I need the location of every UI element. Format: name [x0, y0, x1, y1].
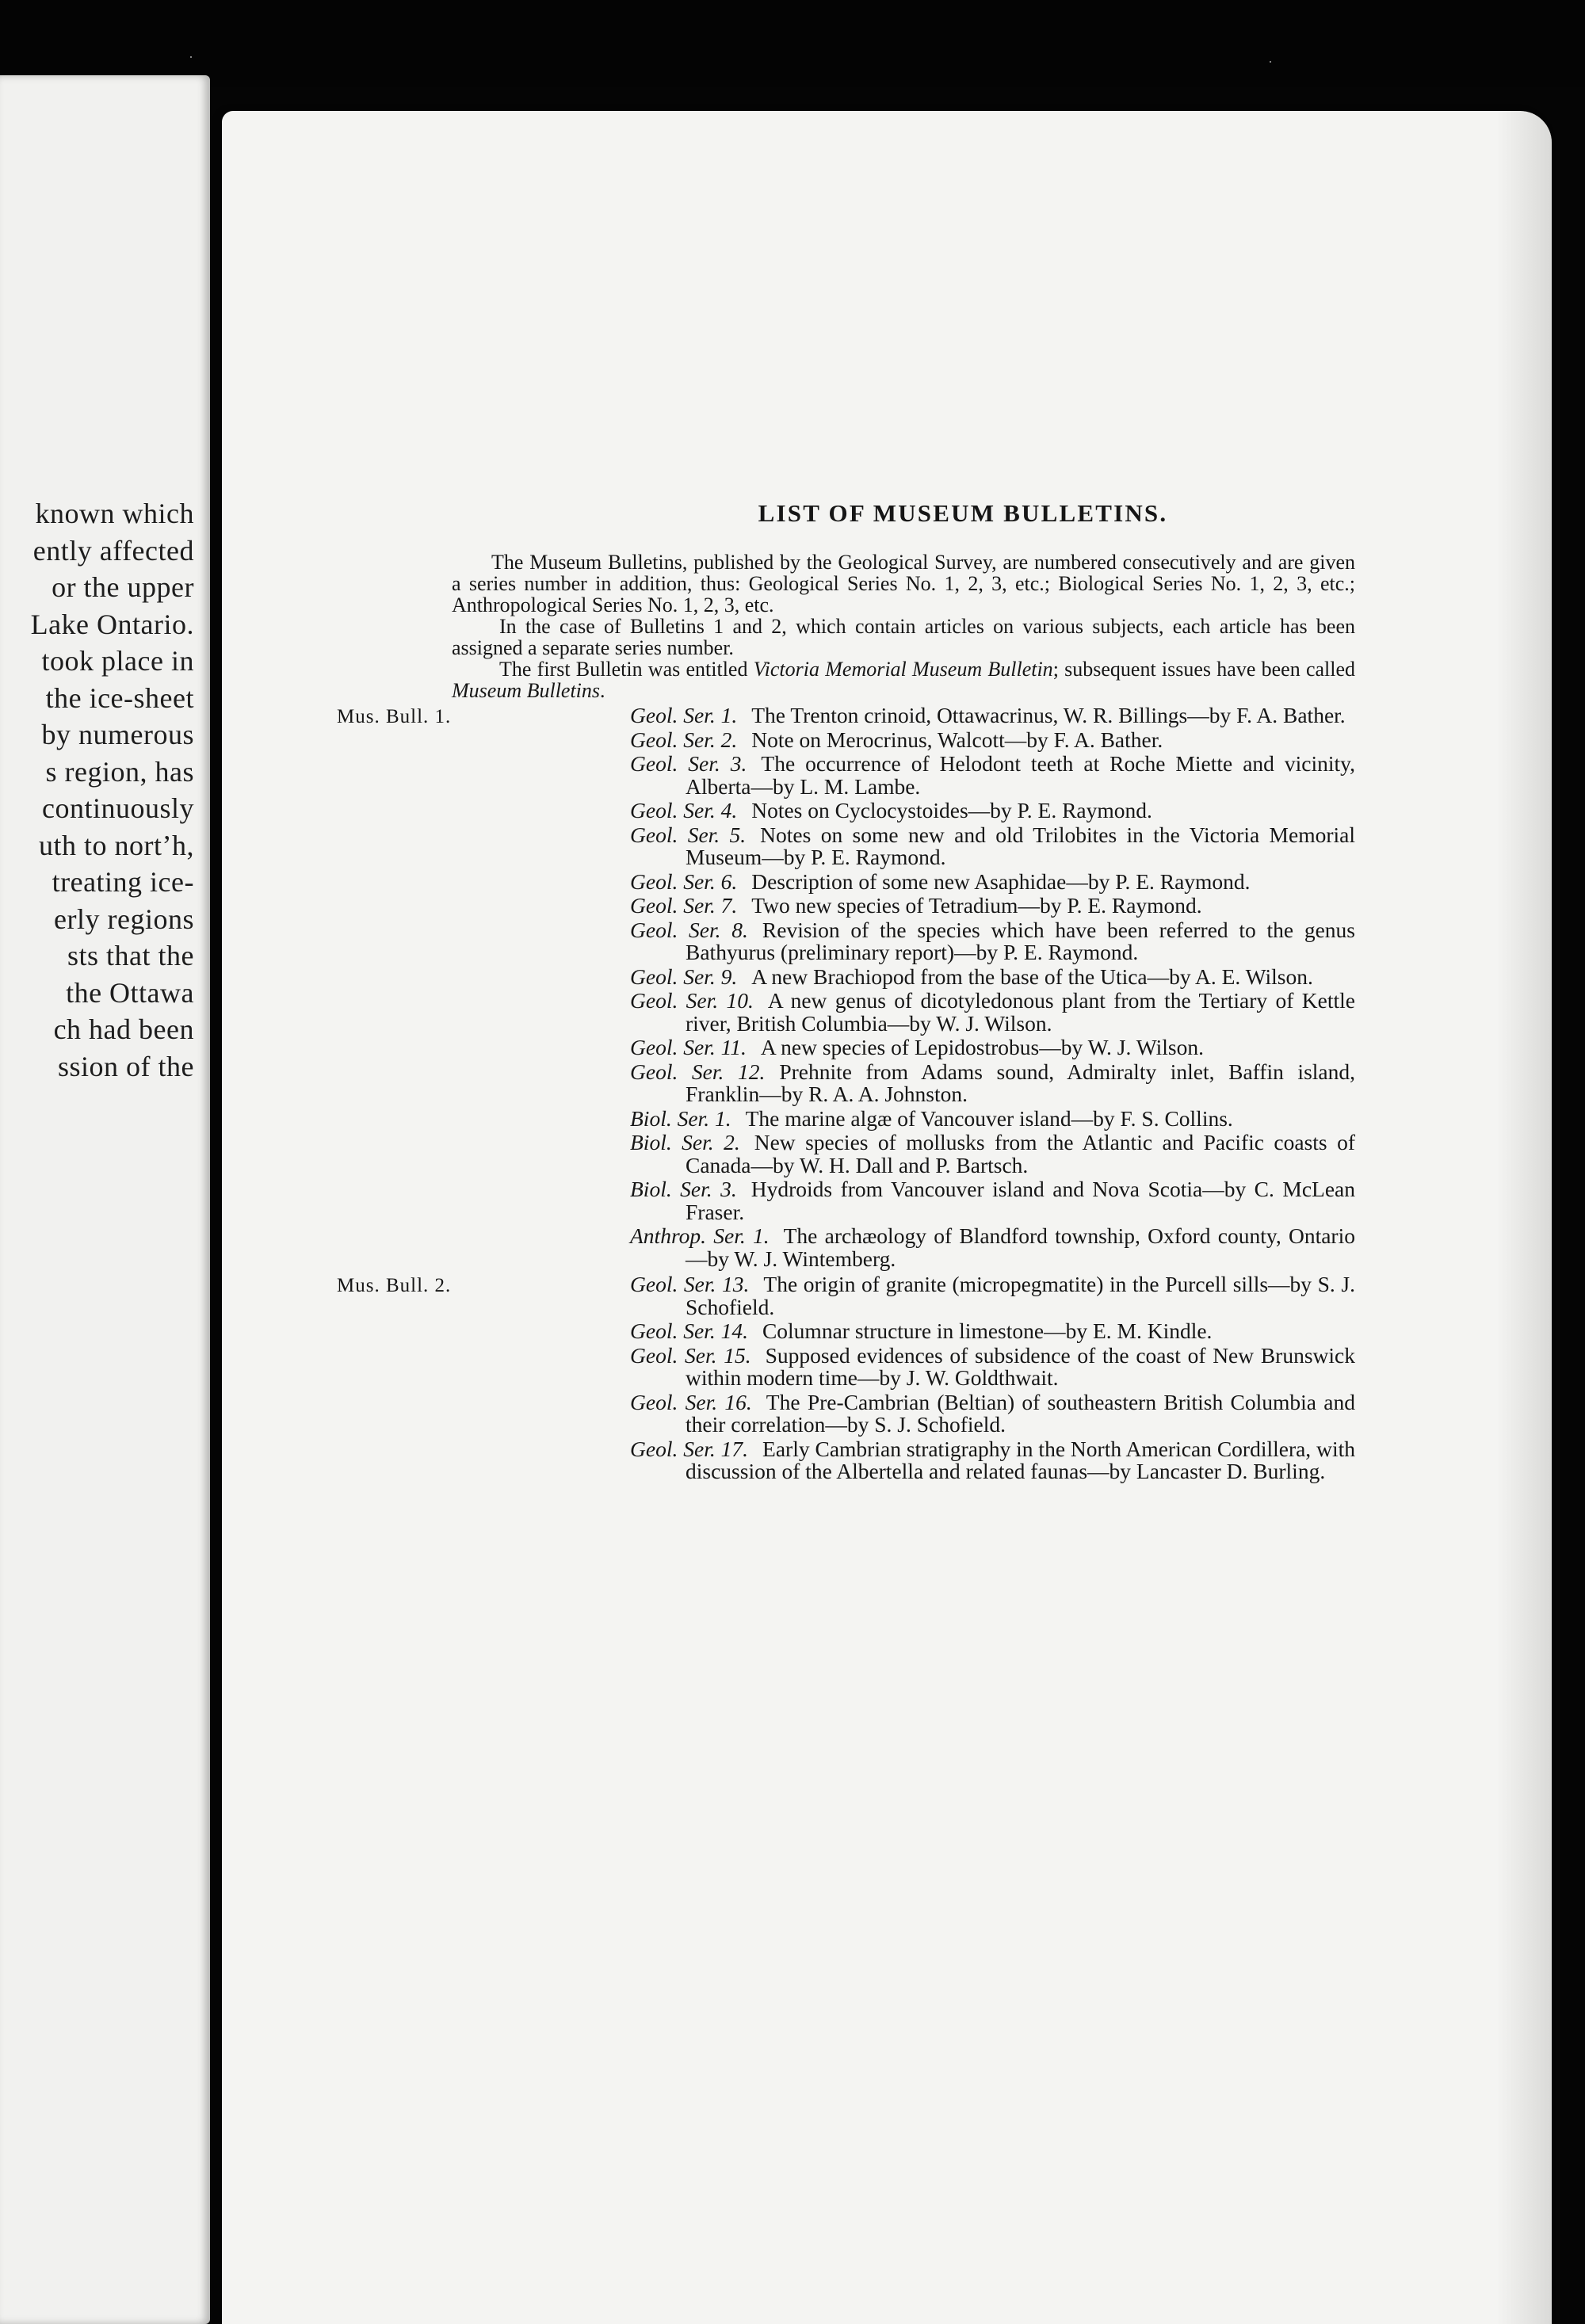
- entry-title: The origin of granite (micropegmatite) in the Purcell sills—by S. J. Schofield.: [686, 1272, 1355, 1319]
- scanner-background: [0, 0, 1585, 87]
- left-line: continuously: [42, 792, 194, 824]
- series-number: Geol. Ser. 16.: [630, 1389, 752, 1414]
- bulletin-entries: [630, 1273, 1355, 1483]
- left-line: uth to nortʼh,: [39, 829, 194, 861]
- series-number: Geol. Ser. 3.: [630, 751, 747, 776]
- left-line: took place in: [41, 645, 194, 677]
- bulletin-label: Mus. Bull. 2.: [337, 1275, 452, 1296]
- bulletin-group: [337, 1273, 1478, 1483]
- dust-speck: ·: [189, 49, 193, 65]
- entry-title: A new species of Lepidostrobus—by W. J. Wilson.: [760, 1035, 1204, 1059]
- left-line: ently affected: [32, 534, 194, 567]
- entry-title: Columnar structure in limestone—by E. M. Kindle.: [762, 1318, 1213, 1343]
- bulletin-entry: [630, 868, 1355, 894]
- entry-title: Revision of the species which have been referred to the genus Bathyurus (preliminary report)—by P. E. Raymond.: [686, 917, 1355, 964]
- left-line: ssion of the: [58, 1050, 194, 1082]
- intro-italic-title: Museum Bulletins: [452, 679, 601, 702]
- entry-title: A new Brachiopod from the base of the Utica—by A. E. Wilson.: [751, 964, 1313, 989]
- series-number: Biol. Ser. 1.: [630, 1105, 731, 1131]
- series-number: Geol. Ser. 15.: [630, 1342, 751, 1368]
- bulletin-entry: [630, 919, 1355, 964]
- bulletin-list-content: [337, 499, 1478, 1485]
- series-number: Geol. Ser. 5.: [630, 822, 747, 847]
- entry-title: The Trenton crinoid, Ottawacrinus, W. R. Billings—by F. A. Bather.: [751, 703, 1346, 727]
- bulletin-entry: [630, 895, 1355, 918]
- left-page-text: [31, 495, 194, 1085]
- series-number: Geol. Ser. 11.: [630, 1035, 747, 1059]
- series-number: Geol. Ser. 7.: [630, 893, 738, 918]
- page-edge-shadow: [1496, 111, 1552, 2324]
- bulletin-entry: [630, 1391, 1355, 1437]
- entry-title: The Pre-Cambrian (Beltian) of southeastern British Columbia and their correlation—by S. J. Schofield.: [686, 1389, 1355, 1437]
- series-number: Geol. Ser. 14.: [630, 1318, 748, 1343]
- intro-italic-title: Victoria Memorial Museum Bulletin: [753, 658, 1053, 681]
- left-line: the ice-sheet: [45, 681, 194, 714]
- bulletin-entry: [630, 1105, 1355, 1131]
- entry-title: Notes on Cyclocystoides—by P. E. Raymond.: [751, 798, 1152, 822]
- series-number: Geol. Ser. 12.: [630, 1059, 766, 1084]
- intro-paragraph: The Museum Bulletins, published by the Geological Survey, are numbered consecutively and are given a series number in addition, thus: Geological Series No. 1, 2, 3, etc.; Biological Series No. 1, 2, 3, etc.; Anthropological Series No. 1, 2, 3, etc.: [452, 551, 1355, 616]
- left-line: s region, has: [45, 755, 194, 788]
- bulletin-entry: [630, 990, 1355, 1035]
- bulletin-entry: [630, 753, 1355, 798]
- intro-paragraph: [452, 658, 1355, 701]
- bulletin-entry: [630, 729, 1355, 752]
- entry-title: New species of mollusks from the Atlantic and Pacific coasts of Canada—by W. H. Dall and P. Bartsch.: [686, 1130, 1355, 1177]
- bulletin-entry: [630, 1036, 1355, 1059]
- series-number: Biol. Ser. 2.: [630, 1130, 740, 1154]
- entry-title: A new genus of dicotyledonous plant from the Tertiary of Kettle river, British Columbia—by W. J. Wilson.: [686, 988, 1355, 1036]
- entry-title: The marine algæ of Vancouver island—by F. S. Collins.: [745, 1105, 1233, 1131]
- bulletin-entry: [630, 799, 1355, 822]
- series-number: Geol. Ser. 4.: [630, 798, 738, 822]
- bulletin-entry: [630, 704, 1355, 727]
- series-number: Geol. Ser. 17.: [630, 1436, 749, 1461]
- series-number: Anthrop. Ser. 1.: [630, 1223, 770, 1248]
- entry-title: The archæology of Blandford township, Oxford county, Ontario—by W. J. Wintemberg.: [686, 1223, 1355, 1271]
- bulletin-entry: [630, 1225, 1355, 1270]
- left-line: sts that the: [67, 940, 194, 971]
- page-title: LIST OF MUSEUM BULLETINS.: [758, 499, 1168, 527]
- entry-title: Note on Merocrinus, Walcott—by F. A. Bather.: [751, 727, 1163, 752]
- entry-title: Hydroids from Vancouver island and Nova Scotia—by C. McLean Fraser.: [686, 1177, 1355, 1224]
- entry-title: Prehnite from Adams sound, Admiralty inlet, Baffin island, Franklin—by R. A. A. Johnston.: [686, 1059, 1355, 1106]
- intro-text-run: .: [600, 679, 605, 702]
- entry-title: Notes on some new and old Trilobites in the Victoria Memorial Museum—by P. E. Raymond.: [686, 822, 1355, 869]
- bulletin-entry: [630, 1061, 1355, 1106]
- bulletin-entry: [630, 966, 1355, 989]
- entry-title: Description of some new Asaphidae—by P. E. Raymond.: [751, 868, 1251, 894]
- bulletin-group: [337, 704, 1478, 1270]
- series-number: Geol. Ser. 2.: [630, 727, 738, 752]
- left-line: erly regions: [54, 903, 194, 935]
- left-page-fragment: [0, 75, 210, 2324]
- bulletin-label: Mus. Bull. 1.: [337, 706, 452, 727]
- bulletin-list: [337, 704, 1478, 1483]
- entry-title: Early Cambrian stratigraphy in the North American Cordillera, with discussion of the Albertella and related faunas—by Lancaster D. Burling.: [686, 1436, 1355, 1483]
- intro-text: [452, 551, 1355, 701]
- series-number: Geol. Ser. 9.: [630, 964, 738, 989]
- right-page: [222, 111, 1552, 2324]
- left-line: the Ottawa: [66, 976, 194, 1009]
- left-line: by numerous: [41, 719, 194, 750]
- series-number: Geol. Ser. 6.: [630, 868, 738, 894]
- series-number: Geol. Ser. 13.: [630, 1272, 750, 1296]
- bulletin-entry: [630, 824, 1355, 869]
- entry-title: Two new species of Tetradium—by P. E. Raymond.: [751, 893, 1202, 918]
- bulletin-entries: [630, 704, 1355, 1270]
- bulletin-entry: [630, 1438, 1355, 1483]
- bulletin-entry: [630, 1342, 1355, 1390]
- bulletin-entry: [630, 1178, 1355, 1223]
- series-number: Geol. Ser. 10.: [630, 988, 754, 1013]
- entry-title: The occurrence of Helodont teeth at Roche Miette and vicinity, Alberta—by L. M. Lambe.: [686, 751, 1355, 799]
- dust-speck: ·: [1268, 54, 1273, 70]
- left-line: or the upper: [52, 571, 194, 603]
- series-number: Geol. Ser. 8.: [630, 917, 748, 942]
- left-line: Lake Ontario.: [30, 608, 194, 640]
- bulletin-entry: [630, 1273, 1355, 1318]
- entry-title: Supposed evidences of subsidence of the coast of New Brunswick within modern time—by J. W. Goldthwait.: [686, 1342, 1355, 1390]
- intro-text-run: ; subsequent issues have been called: [1052, 658, 1356, 681]
- left-line: known which: [35, 498, 194, 529]
- intro-paragraph: In the case of Bulletins 1 and 2, which contain articles on various subjects, each article has been assigned a separate series number.: [452, 615, 1355, 659]
- series-number: Biol. Ser. 3.: [630, 1177, 737, 1201]
- bulletin-entry: [630, 1320, 1355, 1343]
- bulletin-entry: [630, 1131, 1355, 1177]
- left-line: ch had been: [53, 1013, 194, 1045]
- series-number: Geol. Ser. 1.: [630, 703, 738, 727]
- left-line: treating ice-: [52, 866, 194, 898]
- intro-text-run: The first Bulletin was entitled: [499, 658, 754, 681]
